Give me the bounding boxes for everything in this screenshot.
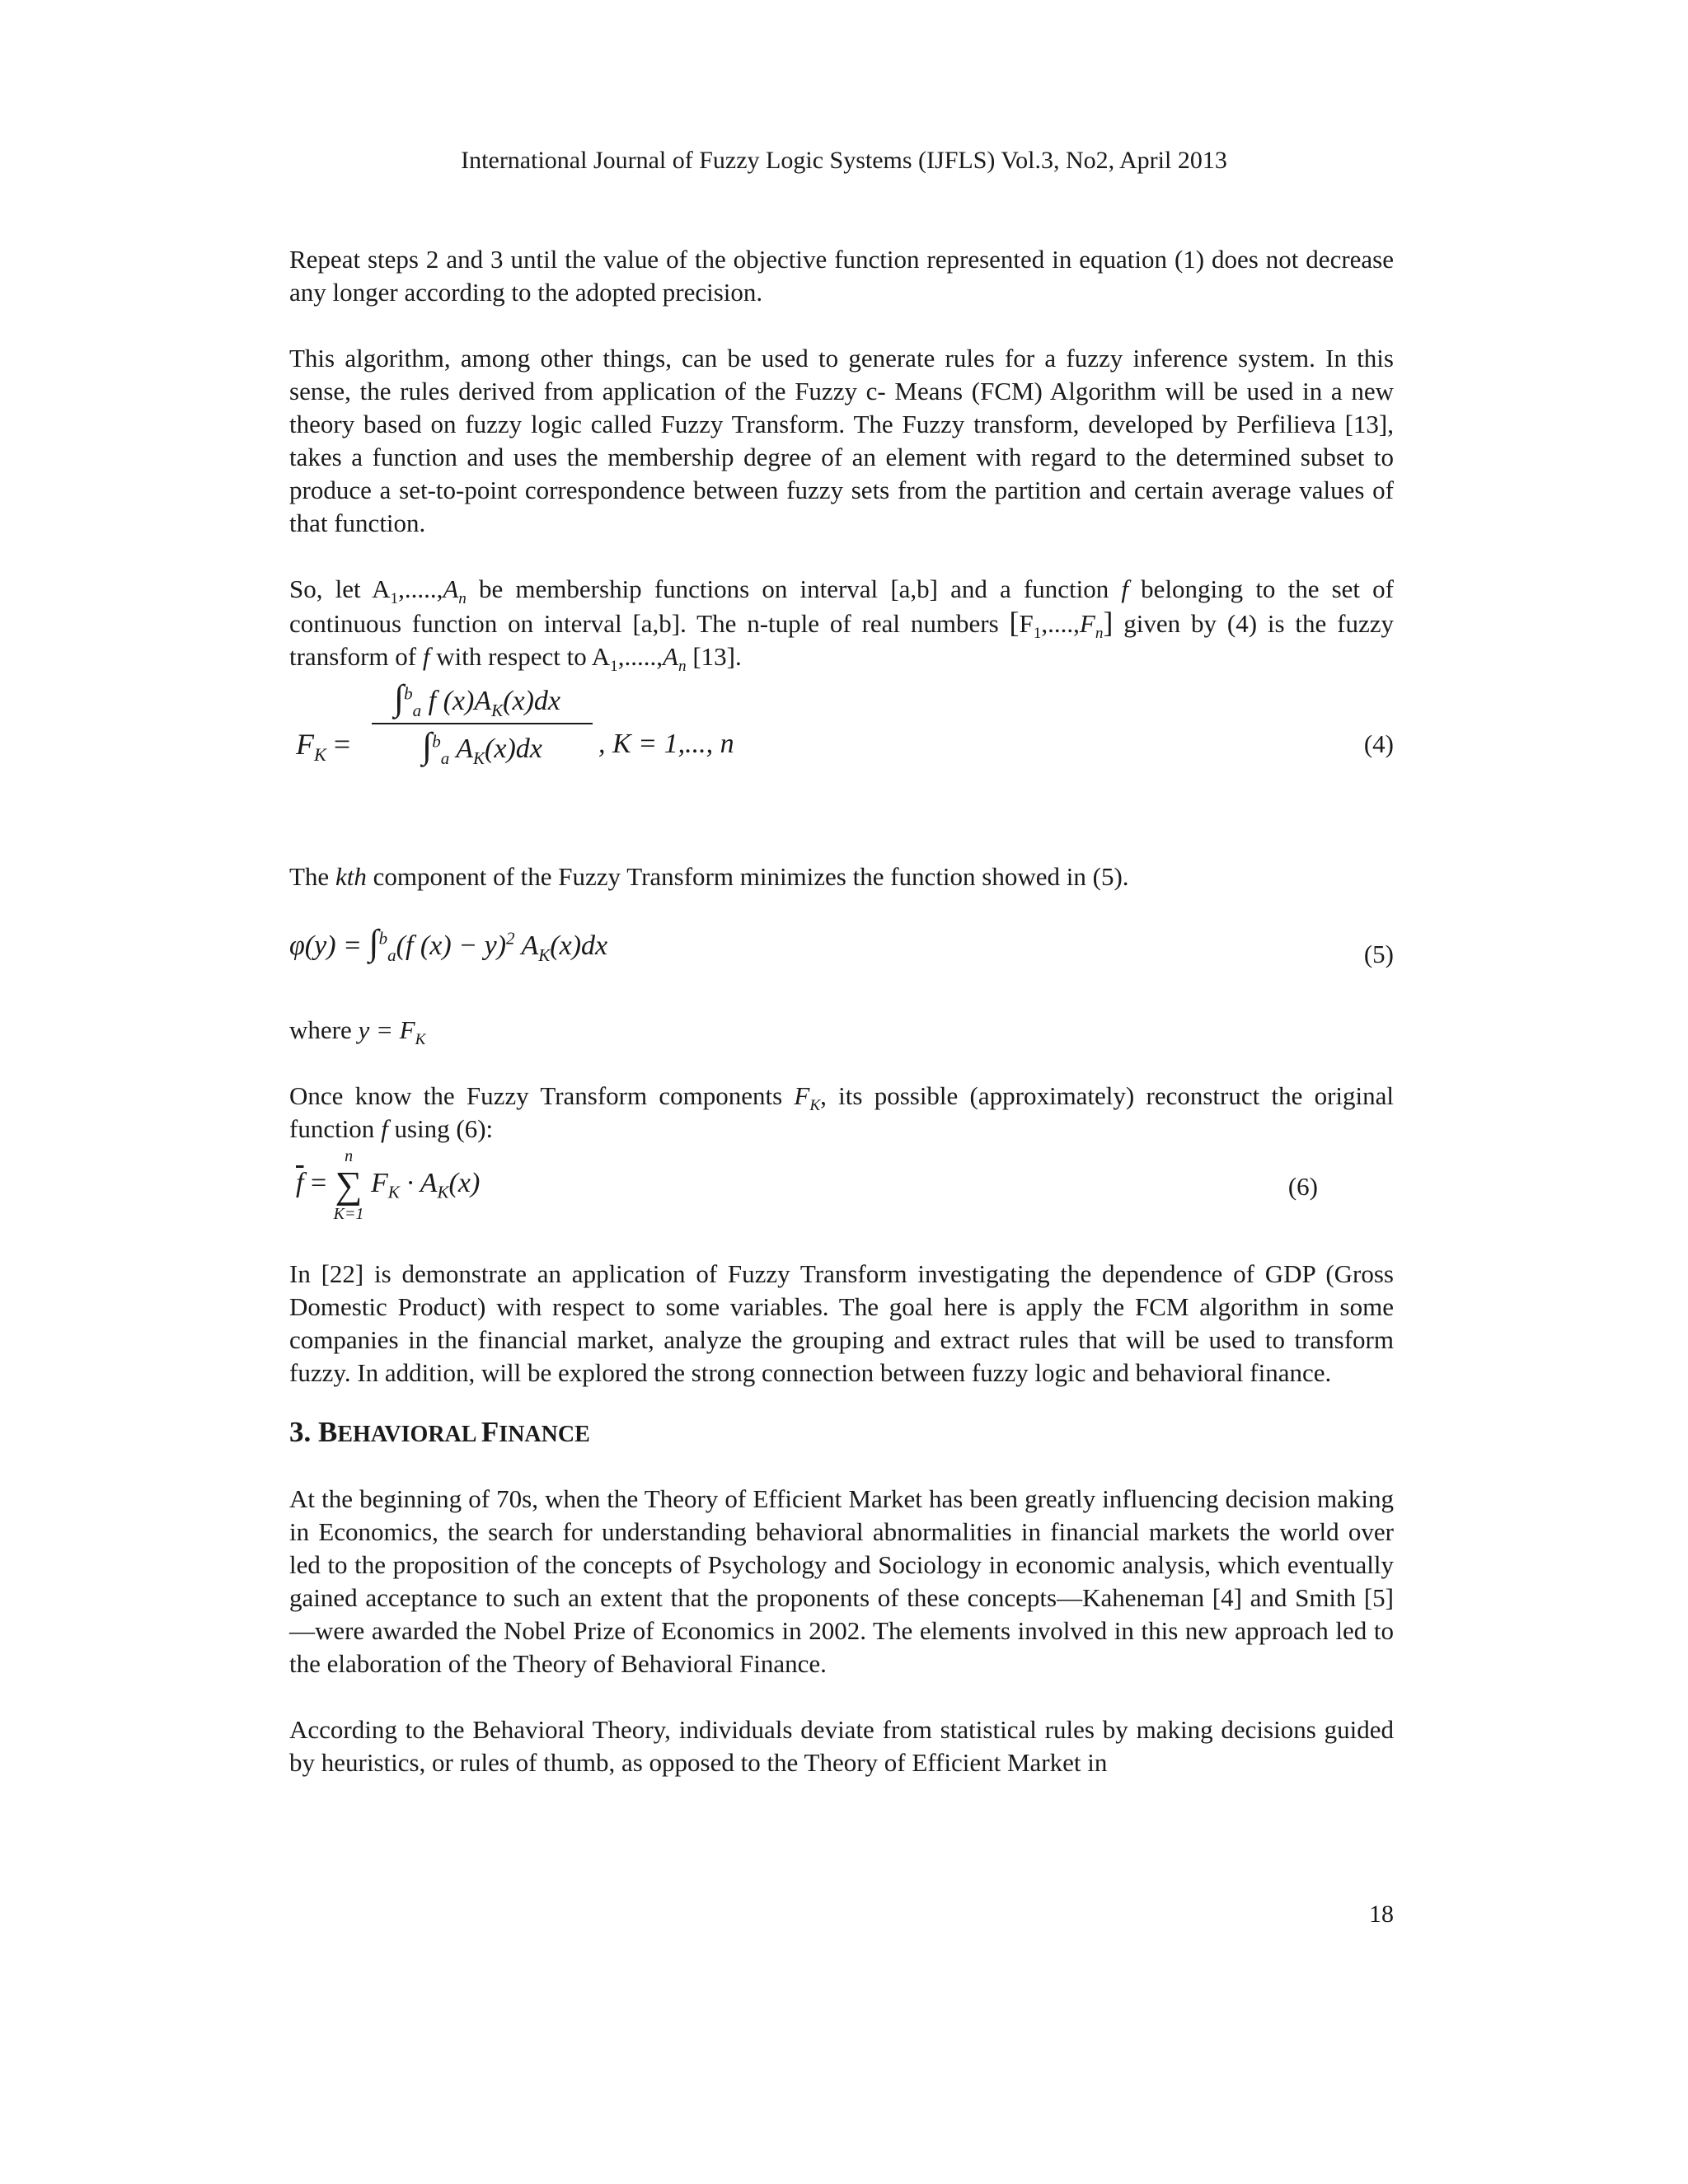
math-f: f	[1121, 574, 1129, 603]
text-run: So, let	[289, 574, 373, 603]
running-header: International Journal of Fuzzy Logic Systems (IJFLS) Vol.3, No2, April 2013	[461, 147, 1227, 174]
text-run: component of the Fuzzy Transform minimizes the function showed in (5).	[366, 862, 1129, 891]
text-run: be membership functions on interval [a,b] and a function	[466, 574, 1122, 603]
paragraph-kth-component	[289, 860, 1394, 893]
paragraph-behavioral-theory: According to the Behavioral Theory, individuals deviate from statistical rules by making decisions guided by heuristics, or rules of thumb, as opposed to the Theory of Efficient Market in	[289, 1715, 1394, 1777]
text-run: kth	[335, 862, 367, 891]
paragraph-algorithm: This algorithm, among other things, can be used to generate rules for a fuzzy inference system. In this sense, the rules derived from application of the Fuzzy c- Means (FCM) Algorithm will be used in a new theory based on fuzzy logic called Fuzzy Transform. The Fuzzy transform, developed by Perfilieva [13], takes a function and uses the membership degree of an element with regard to the determined subset to produce a set-to-point correspondence between fuzzy sets from the partition and certain average values of that function.	[289, 344, 1394, 537]
math-y-eq-FK: $y = F_K$	[358, 1015, 426, 1049]
math-F-tuple: $[F_1,....,F_n]$	[1009, 606, 1114, 643]
eq4-lhs: $F_K$ =	[296, 728, 351, 766]
text-run: belonging to the set of continuous function on interval [a,b]. The n-tuple of real numbers	[289, 574, 1395, 638]
section-heading-behavioral-finance: 3. BEHAVIORAL FINANCE	[289, 1416, 590, 1448]
paragraph-behavioral-history: At the beginning of 70s, when the Theory of Efficient Market has been greatly influencing decision making in Economics, the search for understanding behavioral abnormalities in financial markets the world over led to the proposition of the concepts of Psychology and Sociology in economic analysis, which eventually gained acceptance to such an extent that the proponents of these concepts—Kaheneman [4] and Smith [5]—were awarded the Nobel Prize of Economics in 2002. The elements involved in this new approach led to the elaboration of the Theory of Behavioral Finance.	[289, 1484, 1394, 1678]
paragraph-gdp-application: In [22] is demonstrate an application of Fuzzy Transform investigating the dependence of GDP (Gross Domestic Product) with respect to some variables. The goal here is apply the FCM algorithm in some companies in the financial market, analyze the grouping and extract rules that will be used to transform fuzzy. In addition, will be explored the strong connection between fuzzy logic and behavioral finance.	[289, 1259, 1394, 1387]
paragraph-reconstruct	[289, 1080, 1394, 1146]
math-A1-An: $A_1,.....,A_n$	[372, 574, 467, 608]
math-A1-An: $A_1,.....,A_n$	[591, 642, 687, 676]
eq6-number: (6)	[1287, 1172, 1318, 1201]
math-f: f	[381, 1114, 388, 1143]
text-run: using (6):	[387, 1114, 494, 1143]
text-run: where	[289, 1015, 359, 1044]
equation-4	[289, 677, 1394, 818]
page-body	[289, 243, 1394, 1812]
eq4-numerator: ∫$^b_a$ f $(x)A_K(x)dx$	[394, 677, 560, 720]
text-run: given by (4) is the fuzzy transform of	[289, 609, 1394, 671]
eq4-rhs: , K = 1,..., n	[598, 729, 734, 759]
eq5-expression: φ(y) = ∫$^b_a$(f (x) − y)$^2$ $A_K(x)dx$	[289, 922, 608, 965]
eq4-fraction	[372, 677, 593, 768]
math-f: f	[422, 642, 430, 671]
equation-6	[289, 1146, 1394, 1225]
eq4-number: (4)	[1363, 729, 1394, 758]
paragraph-definition	[289, 573, 1395, 676]
math-FK: $F_K$	[794, 1081, 821, 1115]
equation-5	[289, 922, 1394, 984]
text-run: with respect to	[429, 642, 592, 671]
paragraph-where	[289, 1014, 1394, 1047]
text-run: Once know the Fuzzy Transform components	[289, 1081, 795, 1110]
eq6-expression: $\overline{f}$ = n ∑ K=1 $F_K \cdot A_K(x)$	[296, 1147, 481, 1223]
eq4-denominator: ∫$^b_a$ $A_K(x)dx$	[422, 725, 542, 768]
eq5-number: (5)	[1363, 940, 1394, 968]
text-run: , its possible (approximately) reconstruct the original function	[289, 1081, 1394, 1143]
text-run: [13].	[686, 642, 742, 671]
paragraph-repeat-steps: Repeat steps 2 and 3 until the value of the objective function represented in equation (1) does not decrease any longer according to the adopted precision.	[289, 245, 1394, 307]
text-run: The	[289, 862, 335, 891]
page-number: 18	[1369, 1900, 1394, 1928]
